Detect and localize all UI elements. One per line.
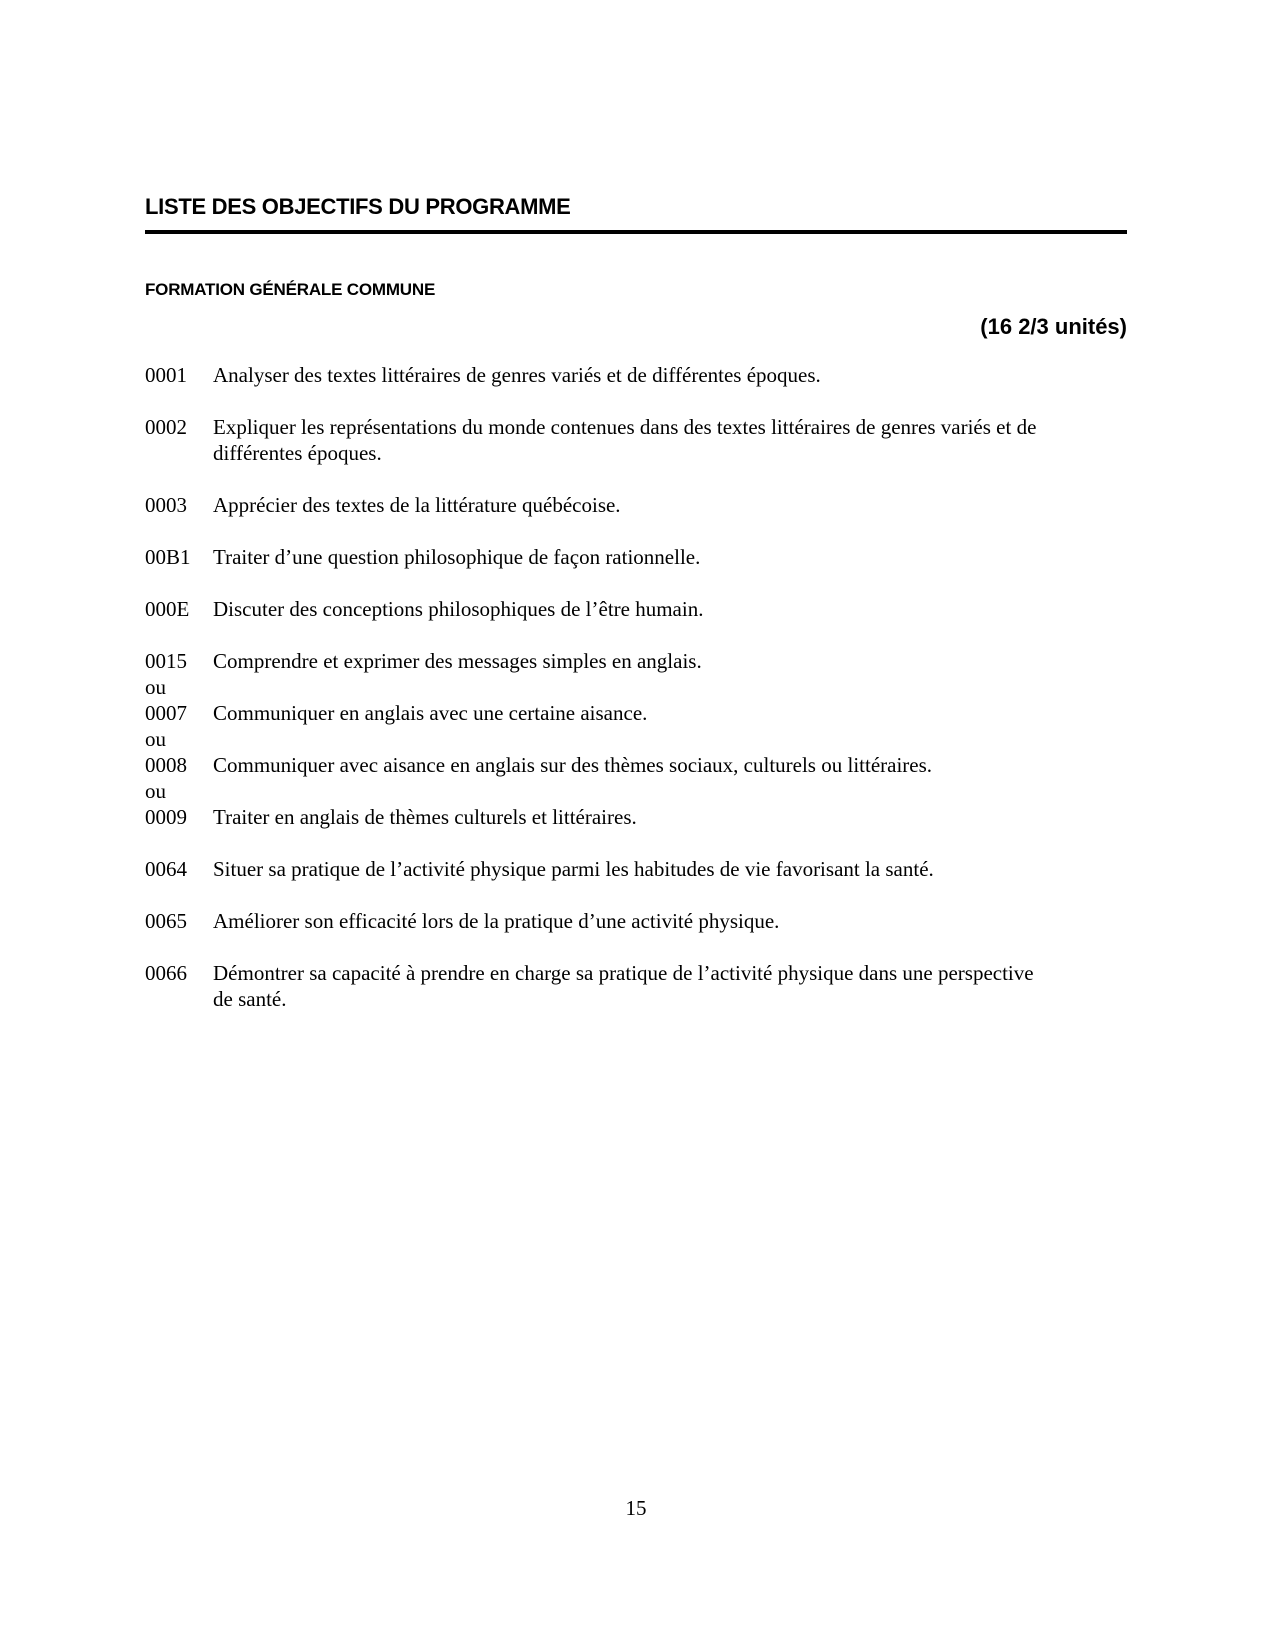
objective-code: 00B1 <box>145 545 191 569</box>
objective-code: 000E <box>145 597 190 621</box>
objective-text-line: Apprécier des textes de la littérature québécoise. <box>213 493 621 517</box>
objective-text-line: Améliorer son efficacité lors de la pratique d’une activité physique. <box>213 909 780 933</box>
connector-label: ou <box>145 675 166 699</box>
objective-code: 0065 <box>145 909 187 933</box>
objectives-list <box>145 362 1145 1038</box>
objective-text <box>213 856 1145 882</box>
objective-row-0065 <box>145 908 1145 934</box>
objective-text-line: Discuter des conceptions philosophiques de l’être humain. <box>213 597 704 621</box>
connector-label: ou <box>145 779 166 803</box>
objective-text <box>213 544 1145 570</box>
objective-text <box>213 960 1145 1012</box>
page-number: 15 <box>625 1496 647 1520</box>
objective-row-0064 <box>145 856 1145 882</box>
objective-text <box>213 648 1145 674</box>
objective-text <box>213 362 1145 388</box>
page-title: LISTE DES OBJECTIFS DU PROGRAMME <box>145 194 571 219</box>
objective-code: 0003 <box>145 493 187 517</box>
objective-text <box>213 804 1145 830</box>
objective-code: 0007 <box>145 701 187 725</box>
objective-text-line: Expliquer les représentations du monde contenues dans des textes littéraires de genres variés et de <box>213 415 1037 439</box>
objective-text <box>213 752 1145 778</box>
connector-label: ou <box>145 727 166 751</box>
objective-row-0009 <box>145 804 1145 830</box>
objective-text <box>213 492 1145 518</box>
objective-text <box>213 908 1145 934</box>
objective-connector <box>145 778 1145 804</box>
title-underline <box>145 230 1127 234</box>
objective-row-0007 <box>145 700 1145 726</box>
objective-text-line: Traiter d’une question philosophique de façon rationnelle. <box>213 545 701 569</box>
objective-row-0001 <box>145 362 1145 388</box>
objective-code: 0015 <box>145 649 187 673</box>
objective-row-0002 <box>145 414 1145 466</box>
objective-connector <box>145 726 1145 752</box>
objective-code: 0009 <box>145 805 187 829</box>
objective-text-line: Comprendre et exprimer des messages simples en anglais. <box>213 649 702 673</box>
objective-row-0003 <box>145 492 1145 518</box>
objective-text-line: Traiter en anglais de thèmes culturels et littéraires. <box>213 805 637 829</box>
objective-text-line: de santé. <box>213 987 287 1011</box>
objective-code: 0066 <box>145 961 187 985</box>
objective-code: 0001 <box>145 363 187 387</box>
objective-text <box>213 596 1145 622</box>
objective-text <box>213 414 1145 466</box>
objective-connector <box>145 674 1145 700</box>
units-label: (16 2/3 unités) <box>980 314 1127 339</box>
objective-row-0015 <box>145 648 1145 674</box>
section-heading: FORMATION GÉNÉRALE COMMUNE <box>145 280 436 299</box>
objective-code: 0008 <box>145 753 187 777</box>
objective-text-line: Situer sa pratique de l’activité physique parmi les habitudes de vie favorisant la santé. <box>213 857 934 881</box>
objective-row-0066 <box>145 960 1145 1012</box>
objective-code: 0002 <box>145 415 187 439</box>
objective-row-00B1 <box>145 544 1145 570</box>
objective-text <box>213 700 1145 726</box>
objective-text-line: Communiquer en anglais avec une certaine aisance. <box>213 701 648 725</box>
objective-text-line: Démontrer sa capacité à prendre en charge sa pratique de l’activité physique dans une perspective <box>213 961 1034 985</box>
objective-row-0008 <box>145 752 1145 778</box>
objective-text-line: Communiquer avec aisance en anglais sur des thèmes sociaux, culturels ou littéraires. <box>213 753 933 777</box>
objective-code: 0064 <box>145 857 187 881</box>
objective-text-line: Analyser des textes littéraires de genres variés et de différentes époques. <box>213 363 821 387</box>
objective-text-line: différentes époques. <box>213 441 382 465</box>
objective-row-000E <box>145 596 1145 622</box>
